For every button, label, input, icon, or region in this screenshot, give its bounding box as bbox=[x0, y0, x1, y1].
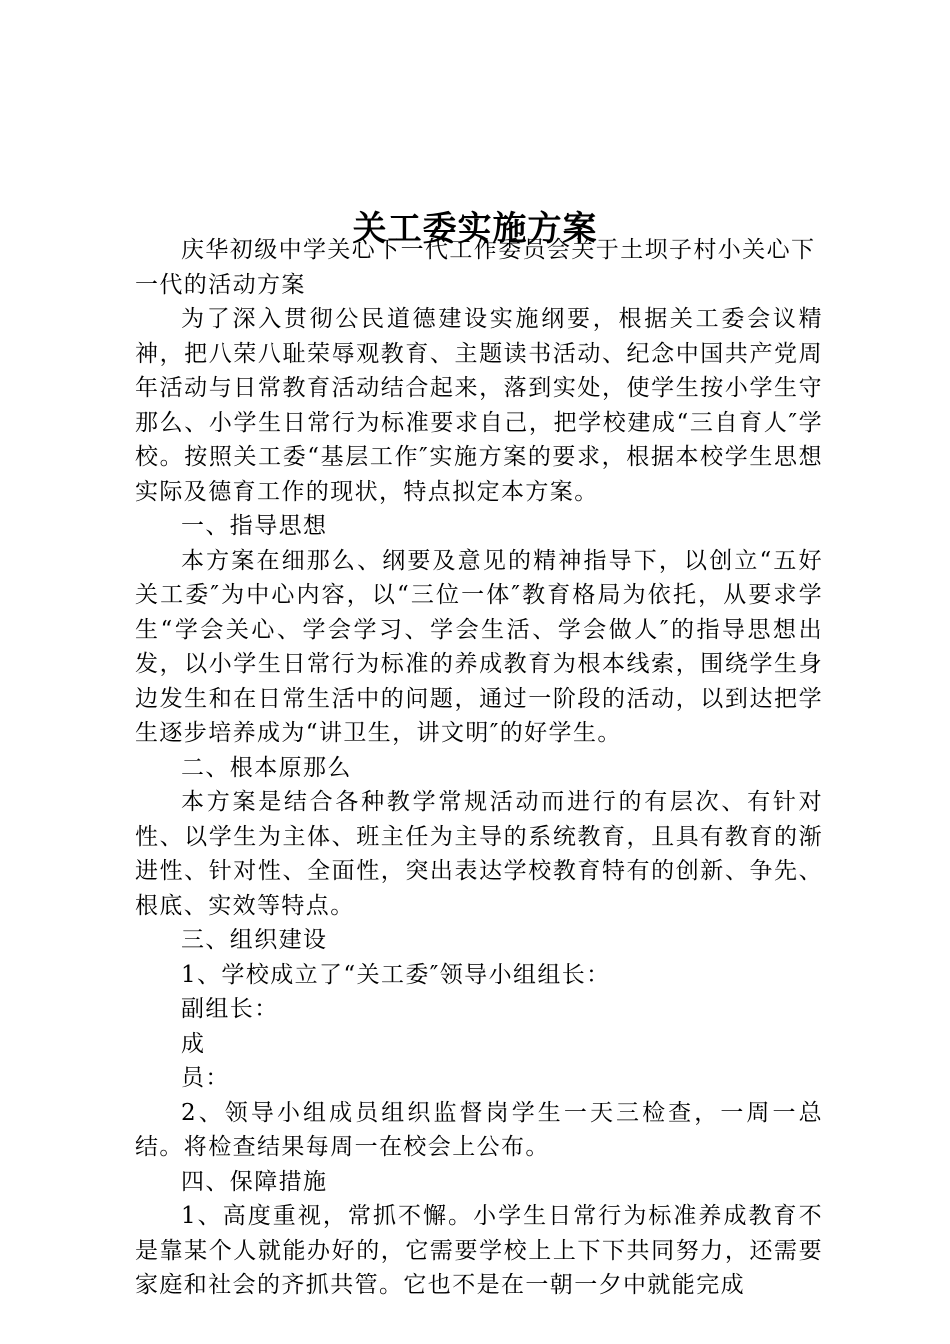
document-title: 关工委实施方案 bbox=[352, 208, 598, 249]
organization-members-line-1: 成 bbox=[181, 1030, 206, 1057]
section-heading-safeguards: 四、保障措施 bbox=[181, 1168, 328, 1195]
section-heading-organization: 三、组织建设 bbox=[181, 927, 328, 953]
safeguards-item-1: 1、高度重视，常抓不懈。小学生日常行为标准养成教育不是靠某个人就能办好的，它需要学校上上下下共同努力，还需要家庭和社会的齐抓共管。它也不是在一朝一夕中就能完成 bbox=[135, 1203, 823, 1298]
section-heading-guiding-ideology: 一、指导思想 bbox=[181, 513, 328, 539]
organization-item-1: 1、学校成立了“关工委″领导小组组长： bbox=[181, 961, 611, 988]
organization-members-line-2: 员： bbox=[181, 1065, 230, 1091]
document-body bbox=[135, 233, 823, 1303]
guiding-ideology-paragraph: 本方案在细那么、纲要及意见的精神指导下，以创立“五好关工委″为中心内容，以“三位一体″教育格局为依托，从要求学生“学会关心、学会学习、学会生活、学会做人″的指导思想出发，以小学生日常行为标准的养成教育为根本线索，围绕学生身边发生和在日常生活中的问题，通过一阶段的活动，以到达把学生逐步培养成为“讲卫生，讲文明″的好学生。 bbox=[135, 547, 823, 746]
section-heading-basic-principles: 二、根本原那么 bbox=[181, 754, 352, 781]
basic-principles-paragraph: 本方案是结合各种教学常规活动而进行的有层次、有针对性、以学生为主体、班主任为主导的系统教育，且具有教育的渐进性、针对性、全面性，突出表达学校教育特有的创新、争先、根底、实效等特点。 bbox=[135, 789, 823, 919]
intro-paragraph: 为了深入贯彻公民道德建设实施纲要，根据关工委会议精神，把八荣八耻荣辱观教育、主题读书活动、纪念中国共产党周年活动与日常教育活动结合起来，落到实处，使学生按小学生守那么、小学生日常行为标准要求自己，把学校建成“三自育人″学校。按照关工委“基层工作″实施方案的要求，根据本校学生思想实际及德育工作的现状，特点拟定本方案。 bbox=[135, 306, 823, 505]
organization-deputy-leader: 副组长： bbox=[181, 996, 279, 1022]
document-subtitle: 庆华初级中学关心下一代工作委员会关于土坝子村小关心下一代的活动方案 bbox=[135, 237, 816, 298]
organization-item-2: 2、领导小组成员组织监督岗学生一天三检查，一周一总结。将检查结果每周一在校会上公布。 bbox=[135, 1099, 823, 1160]
